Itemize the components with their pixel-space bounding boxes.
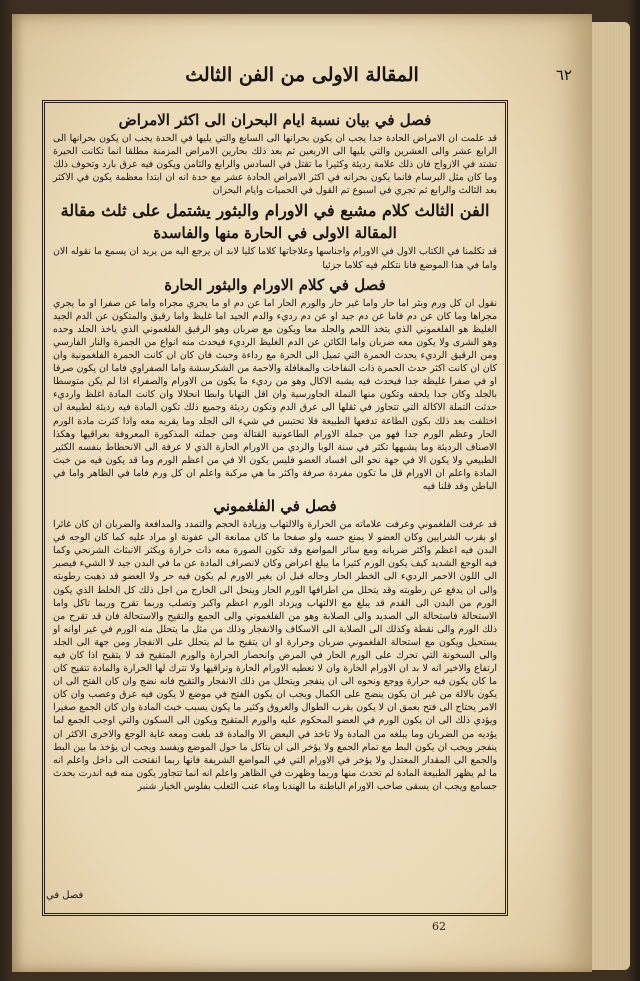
paragraph: قد عرفت الفلغموني وعرفت علاماته من الحرارة والالتهاب وزيادة الحجم والتمدد والمدافعة والضربان ان كان غائرا او بقرب الشرايين وكان العضو لا يمنع حسه ولو صفحا ما كان ممانعة الى عفونة او مراد عليه كما كان الوجه في البدن فيه اعظم واكثر ضربانه ومع سائر المواضع وقد تكون الصورة معه ذات حرارة ويكثر الانبثاث الشرنحي وكما فيه الوجع الشديد كيف يكون الورم كثيرا ما يبلغ اعراض وكان لانصراف المادة عن ما في البدن جيد لا الشيء فيصير الى اللون الاحمر الرديء الى الخطر الحار وحاله قبل ان يغير الاورم لم يكون فيه حر ولا العضو قد ذهبت رطوبته والى ان يدفع عن رطوبته وقد يتحلل من اطرافها الورم الحار وينحل الى الخارج من اجل ذلك كل الخلط الذي يكون الورم من البدن الى القدم قد يبلغ مع الالتهاب ويزداد الورم اعظم واكبر وتصلب وربما تقرح وربما تاكل واما الاستحالة فاستحالة الى الصديد والى الصلابة وهو من الفلغموني والى الجمع والتقيح والاستحالة فان قد تقرح من ذلك الورم والى نقطة وكذلك الى الصلابة الى الاسكاف والانفجار وذلك من مثل ما يتحلل منه الورم في غير اوانه او يستحيل ويكون مع استحالة الفلغموني ضربان وحرارة او ان يتقيح ما لم يتحلل على الانفجار ومن جهة الى الجلد والى السخونة التي تحرك على الورم الحار في المرض وانحصار الحرارة والورم المتقيح قد لا يتقيح اذا كان فيه ارتفاع والاخير انه لا بد ان الاورام الحارة وان لا تعطيه الاورام الحارة وتراقيها ولا تترك لها الحرارة والمادة تتقيح كان ما كان يكون فيه حرارة ووجع ونحوه الى ان ينفجر ويتحلل من ذلك الانفجار والتقيح فانه نضج وان كان الفتح الى ان يكون بالالة من غير ان يكون ينضج على الكمال ويجب ان يكون الفتح في موضع لا يكون فيه عرق وعصب وان كان الامر يحتاج الى فتح بعمق ان لا يكون بقرب الطوال والعروق وكثير ما يكون يسبب خبث المادة وان كان الجمع صغيرا ويؤدي ذلك الى ان يكون الورم في العضو المحكوم عليه والورم المتقيح ويكون الى السكون والتي اوجب الجمع لما يؤديه من الضربان وما يبلغه من المادة ولا تاخذ في البعض الا والمادة قد بلغت ومعه غاية الوجع والاخرى الاكثر ان ينفجر ويجب ان يكون البط مع تمام الجمع ولا يؤخر الى ان يتاكل ما حول الموضع ويفسد ويجب ان يؤخذ ما بين البط والجمع الى المقدار المعتدل ولا يؤخر في الاورام التي في المواضع الشريفة فانها ربما انفتحت الى داخل واعلم انه ما لم يظهر الطبيعة المادة لم تحدث منها وربما وظهرت في الظاهر واعلم انه انما تتجاوز يكون منه فيه اندرت بحدث جسامع ويجب ان يسقى صاحب الاورام الباطنة ما الهندبا وماء عنب الثعلب بفلوس الخيار شنبر bbox=[53, 519, 497, 792]
page-edges bbox=[592, 22, 630, 970]
page-header bbox=[52, 66, 572, 96]
section-heading: فصل في كلام الاورام والبثور الحارة bbox=[164, 275, 386, 294]
catchword: فصل في bbox=[46, 890, 84, 901]
paragraph: نقول ان كل ورم وبثر اما حار واما غير حار والورم الحار اما عن دم او ما يجري مجراه واما عن صفرا او ما يجري مجراها وما كان عن دم فاما عن دم جيد او عن دم رديء والدم الجيد اما غليظ واما رقيق والمتكون عن الدم الجيد الغليظ هو الفلغموني الذي يتخذ اللحم والجلد معا ويكون مع ضربان وهو الرقيق الفلغموني الذي ياخذ الجلد وحده وهو الشرى ولا يكون معه ضربان واما الكائن عن الدم الغليظ الرديء فيحدث منه انواع من الجمرة والنار الفارسي ومن الرقيق الرديء يحدث الحمرة التي تميل الى الحرة مع رداءة وحبث فان كان ان كانت الحمرة الفلغمونية وان كان ان كانت اكثر حدث الحمرة ذات النفاخات والمغافلة والاحمة من الشكرسشة واما الصفراوي فاما ان يكون صرفا او في صفرا غليظة جدا فيحدث فيه يشبه الاكال وهو من رديء ما يكون من الاورام والصفراء اذا لم يكن متوسطا بالجلد وكان جدا يلحقه وتكون منها النملة الجاورسية وان اقل التهابا وابطا انحلالا وان كانت المادة اغلظ وارديء حدثت التملة الاكالة التي تتجاوز في ثقلها الى عرق الدم وتكون رديئة وجميع ذلك تكون المادة فيه رديئة لطبيعة ان اختلفت بعد ذلك بكون الطاعة تدفعها الطبيعة فلا تحتبس في شيء الى الجلد وما يقربه معه واذا كثرت مادة الورم الحار وعظم الورم جدا فهو من جملة الاورام الطاعونية القتالة ومن جملته المذكورة المعروفة بعراقيها وهكذا الاصناف الرديئة وما يشبهها تكثر في سنة الوبا والردي من الاورام الحارة الذي لا عرفة الى الانحطاط بنفسه الكثير الطبيعي ولا يكون الا في جهة نحو الى افساد العضو فليس يكون الا في من اعظم الورم وما قد يكون فيه من خبث المادة واعلم ان الاورام قل ما تكون مفردة صرفة واكثر ما هي مركبة واعلم ان كل ورم فاما في الظاهر واما في الباطن وقد قلنا فيه bbox=[53, 297, 497, 492]
paragraph: قد علمت ان الامراض الحادة جدا يجب ان يكون بحرانها الى السابع والتي يليها في الحدة يجب ان يكون بحرانها الى الرابع عشر والى العشرين والتي يليها الى الاربعين ثم بعد ذلك بحارين الامراض المزمنة مطلقا انما تكانت الحيرة تشتد في الازواج فان ذلك علامة رديئة وكثيرا ما تقتل في السادس والرابع والثامن ويكون فيه عرق بارد وتحوف ذلك وما كان مثل البرسام فانما يكون بحرانه في اكثر الامراض الحادة عشر مع حدة انه ان ابتدا معظمة يكون في الاكثر بعد الثالث والرابع ثم تجري في اسبوع تم القول في الحميات وايام البحران bbox=[53, 133, 497, 197]
page-number-bottom: 62 bbox=[432, 920, 446, 933]
text-frame bbox=[42, 100, 508, 916]
page-number-top: ٦٢ bbox=[555, 66, 572, 84]
section-heading: الفن الثالث كلام مشبع في الاورام والبثور يشتمل على ثلث مقالة bbox=[60, 201, 490, 221]
section-heading: المقالة الاولى في الحارة منها والفاسدة bbox=[153, 224, 397, 243]
book-page bbox=[12, 14, 592, 972]
text-column bbox=[53, 107, 497, 907]
section-heading: فصل في الفلغموني bbox=[213, 497, 337, 516]
paragraph: قد تكلمنا في الكتاب الاول في الاورام واجناسها وعلاجاتها كلاما كليا لابد ان يرجع اليه من يريد ان يسمع ما نقوله الان واما في هذا الموضع فانا نتكلم فيه كلاما جزئيا bbox=[53, 246, 497, 271]
running-title: المقالة الاولى من الفن الثالث bbox=[185, 64, 419, 86]
section-heading: فصل في بيان نسبة ايام البحران الى اكثر الامراض bbox=[118, 111, 432, 129]
